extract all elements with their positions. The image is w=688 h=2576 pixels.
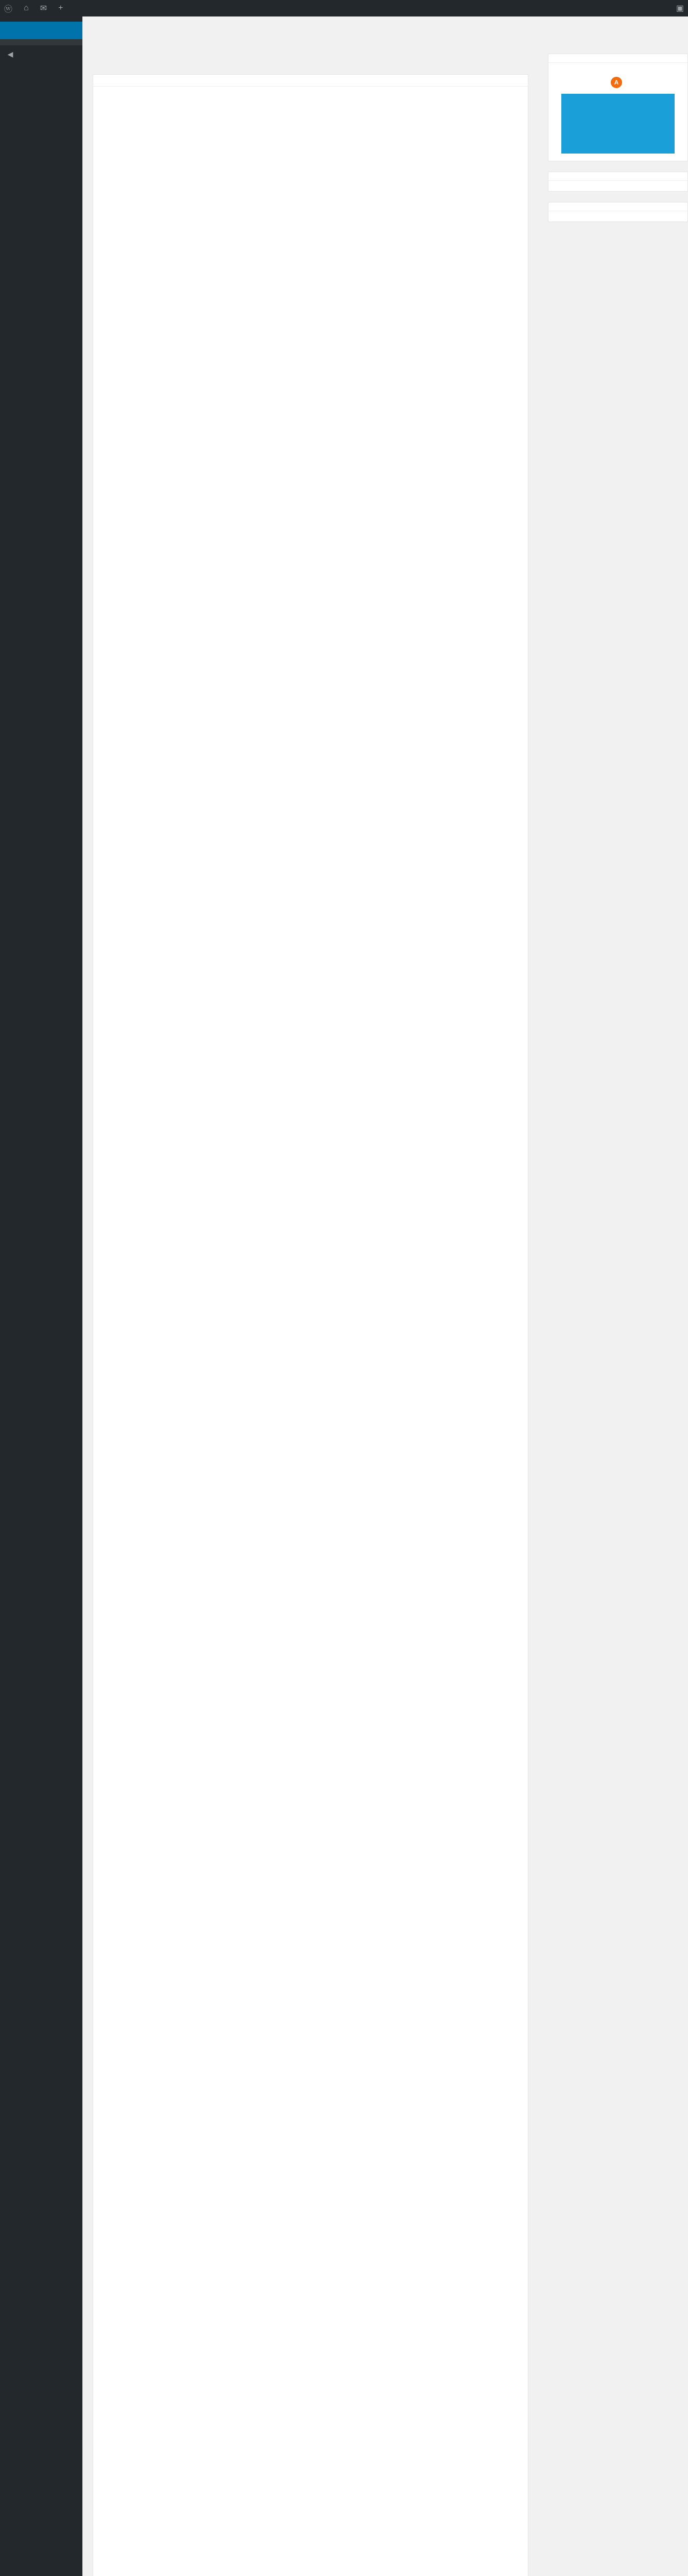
- themes-promo-banner[interactable]: [561, 71, 675, 154]
- short-codes-panel: [93, 74, 528, 2576]
- forum-box: [548, 172, 688, 192]
- site-name-link[interactable]: [20, 0, 36, 16]
- panel-heading: [93, 75, 528, 87]
- new-content-link[interactable]: [54, 0, 70, 16]
- home-icon: ⌂: [24, 4, 29, 12]
- wordpress-logo-icon[interactable]: ⓦ: [4, 5, 13, 14]
- plus-icon: +: [58, 4, 63, 12]
- appearance-submenu: [0, 39, 82, 45]
- avatar: ▣: [676, 4, 684, 13]
- alexathemes-logo-icon: A: [611, 77, 622, 88]
- comment-icon: ✉: [40, 4, 47, 13]
- right-column: [548, 54, 688, 232]
- sidebar-item-appearance[interactable]: [0, 22, 82, 39]
- our-themes-title: [548, 54, 687, 63]
- shortcode-list: [93, 87, 528, 93]
- admin-bar: [0, 0, 688, 16]
- our-themes-box: [548, 54, 688, 161]
- collapse-icon: ◀: [7, 50, 13, 58]
- collapse-menu-button[interactable]: [0, 45, 82, 63]
- comments-link[interactable]: [36, 0, 54, 16]
- forum-title: [548, 172, 687, 181]
- admin-sidebar: [0, 16, 82, 2576]
- documentation-box: [548, 202, 688, 222]
- documentation-title: [548, 202, 687, 211]
- main-content: [93, 16, 688, 2576]
- user-account-link[interactable]: [669, 0, 688, 16]
